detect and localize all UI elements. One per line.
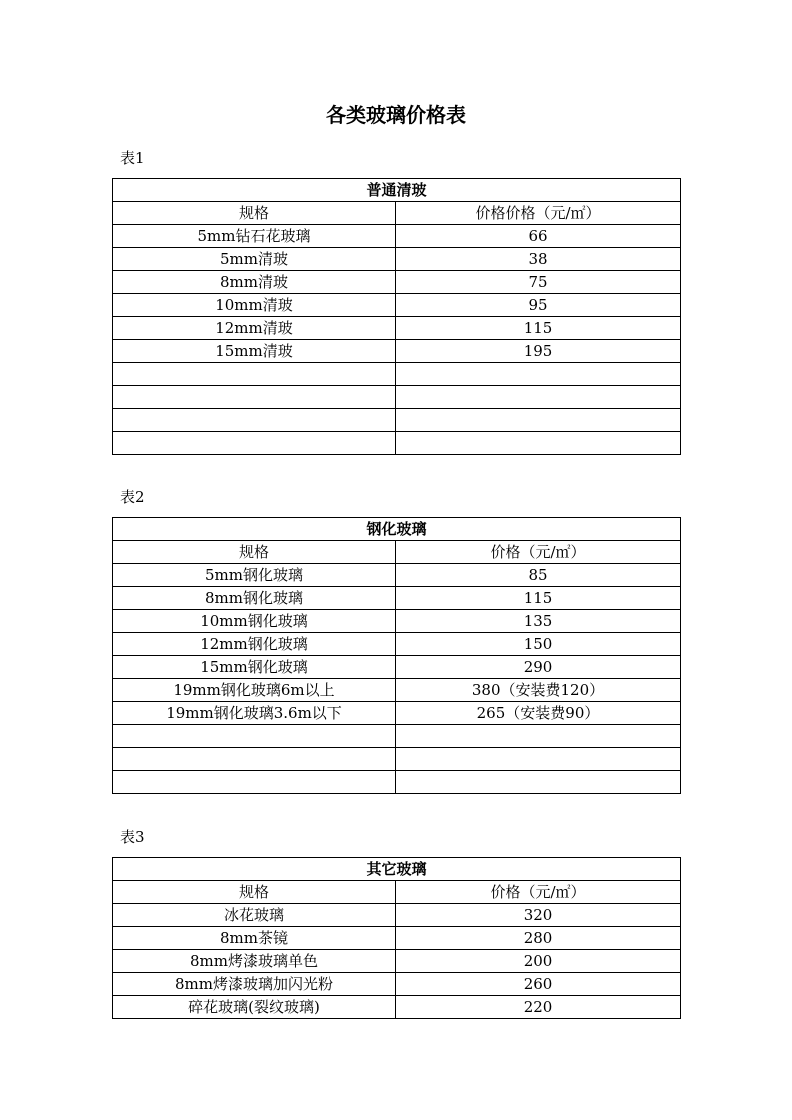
table-2-group-row — [113, 518, 681, 541]
price-cell: 320 — [396, 904, 681, 927]
table-3-header-row — [113, 881, 681, 904]
spec-cell — [113, 771, 396, 794]
table-3-caption: 表3 — [120, 828, 145, 846]
spec-cell — [113, 748, 396, 771]
table-row — [113, 587, 681, 610]
spec-cell: 10mm钢化玻璃 — [113, 610, 396, 633]
spec-cell: 19mm钢化玻璃3.6m以下 — [113, 702, 396, 725]
price-column-header: 价格（元/㎡） — [396, 881, 681, 904]
table-row — [113, 317, 681, 340]
spec-cell — [113, 725, 396, 748]
price-cell: 115 — [396, 587, 681, 610]
price-cell: 135 — [396, 610, 681, 633]
price-cell — [396, 748, 681, 771]
spec-cell: 12mm钢化玻璃 — [113, 633, 396, 656]
table-row — [113, 996, 681, 1019]
price-column-header: 价格（元/㎡） — [396, 541, 681, 564]
price-cell: 150 — [396, 633, 681, 656]
table-2-header-row — [113, 541, 681, 564]
price-cell — [396, 725, 681, 748]
table-row — [113, 633, 681, 656]
spec-cell — [113, 363, 396, 386]
table-row — [113, 656, 681, 679]
spec-cell — [113, 432, 396, 455]
price-cell: 200 — [396, 950, 681, 973]
price-cell: 380（安装费120） — [396, 679, 681, 702]
table-row — [113, 702, 681, 725]
spec-cell — [113, 386, 396, 409]
spec-cell: 5mm钻石花玻璃 — [113, 225, 396, 248]
price-cell — [396, 386, 681, 409]
table-row — [113, 294, 681, 317]
spec-cell: 8mm钢化玻璃 — [113, 587, 396, 610]
table-row — [113, 973, 681, 996]
spec-cell: 15mm钢化玻璃 — [113, 656, 396, 679]
table-2-group-title: 钢化玻璃 — [113, 518, 681, 541]
table-row — [113, 225, 681, 248]
table-row — [113, 748, 681, 771]
price-column-header: 价格价格（元/㎡） — [396, 202, 681, 225]
spec-cell: 8mm清玻 — [113, 271, 396, 294]
spec-cell: 19mm钢化玻璃6m以上 — [113, 679, 396, 702]
table-3-group-row — [113, 858, 681, 881]
table-row — [113, 725, 681, 748]
table-2-tempered-glass — [112, 517, 681, 794]
table-row — [113, 432, 681, 455]
table-row — [113, 679, 681, 702]
price-cell — [396, 771, 681, 794]
price-cell: 38 — [396, 248, 681, 271]
table-3-group-title: 其它玻璃 — [113, 858, 681, 881]
spec-cell: 8mm茶镜 — [113, 927, 396, 950]
price-cell: 265（安装费90） — [396, 702, 681, 725]
spec-column-header: 规格 — [113, 541, 396, 564]
price-cell — [396, 409, 681, 432]
spec-cell — [113, 409, 396, 432]
spec-cell: 15mm清玻 — [113, 340, 396, 363]
table-3-other-glass — [112, 857, 681, 1019]
price-cell: 66 — [396, 225, 681, 248]
table-row — [113, 271, 681, 294]
spec-column-header: 规格 — [113, 202, 396, 225]
table-1-header-row — [113, 202, 681, 225]
spec-column-header: 规格 — [113, 881, 396, 904]
table-row — [113, 248, 681, 271]
table-row — [113, 771, 681, 794]
table-row — [113, 340, 681, 363]
spec-cell: 冰花玻璃 — [113, 904, 396, 927]
spec-cell: 10mm清玻 — [113, 294, 396, 317]
table-1-group-row — [113, 179, 681, 202]
page-title: 各类玻璃价格表 — [326, 103, 466, 127]
table-2-caption: 表2 — [120, 488, 145, 506]
spec-cell: 5mm钢化玻璃 — [113, 564, 396, 587]
table-1-caption: 表1 — [120, 149, 145, 167]
table-row — [113, 564, 681, 587]
table-row — [113, 409, 681, 432]
price-cell: 195 — [396, 340, 681, 363]
table-1-group-title: 普通清玻 — [113, 179, 681, 202]
table-row — [113, 363, 681, 386]
spec-cell: 8mm烤漆玻璃加闪光粉 — [113, 973, 396, 996]
price-cell: 260 — [396, 973, 681, 996]
spec-cell: 12mm清玻 — [113, 317, 396, 340]
table-row — [113, 950, 681, 973]
table-row — [113, 386, 681, 409]
spec-cell: 碎花玻璃(裂纹玻璃) — [113, 996, 396, 1019]
price-cell: 220 — [396, 996, 681, 1019]
price-cell: 85 — [396, 564, 681, 587]
table-row — [113, 904, 681, 927]
price-cell: 95 — [396, 294, 681, 317]
price-cell: 290 — [396, 656, 681, 679]
table-row — [113, 610, 681, 633]
spec-cell: 5mm清玻 — [113, 248, 396, 271]
price-cell — [396, 363, 681, 386]
price-cell: 115 — [396, 317, 681, 340]
price-cell: 280 — [396, 927, 681, 950]
table-row — [113, 927, 681, 950]
price-cell — [396, 432, 681, 455]
spec-cell: 8mm烤漆玻璃单色 — [113, 950, 396, 973]
price-cell: 75 — [396, 271, 681, 294]
table-1-plain-clear-glass — [112, 178, 681, 455]
